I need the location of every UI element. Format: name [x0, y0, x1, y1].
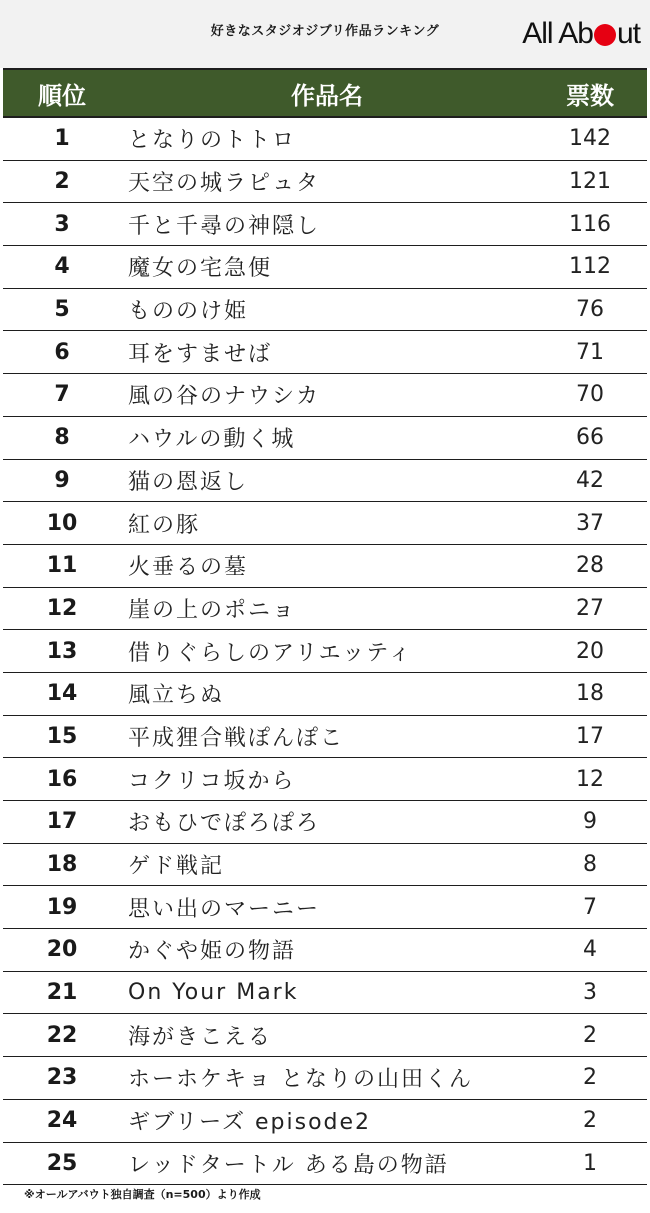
title-cell: ハウルの動く城	[121, 416, 533, 459]
votes-cell: 121	[533, 160, 647, 203]
table-row	[3, 246, 647, 289]
logo-text-right: ut	[616, 17, 640, 50]
title-cell: 猫の恩返し	[121, 459, 533, 502]
rank-cell: 12	[3, 587, 121, 630]
votes-cell: 2	[533, 1014, 647, 1057]
rank-cell: 1	[3, 117, 121, 160]
rank-cell: 3	[3, 203, 121, 246]
title-cell: 紅の豚	[121, 502, 533, 545]
table-row	[3, 1142, 647, 1185]
rank-cell: 13	[3, 630, 121, 673]
ranking-body	[3, 117, 647, 1185]
title-cell: もののけ姫	[121, 288, 533, 331]
page-title: 好きなスタジオジブリ作品ランキング	[210, 24, 440, 39]
rank-cell: 6	[3, 331, 121, 374]
votes-cell: 27	[533, 587, 647, 630]
title-cell: 崖の上のポニョ	[121, 587, 533, 630]
title-cell: 千と千尋の神隠し	[121, 203, 533, 246]
table-row	[3, 160, 647, 203]
table-row	[3, 1014, 647, 1057]
table-row	[3, 1099, 647, 1142]
rank-cell: 2	[3, 160, 121, 203]
votes-cell: 71	[533, 331, 647, 374]
votes-cell: 142	[533, 117, 647, 160]
rank-cell: 15	[3, 715, 121, 758]
rank-cell: 25	[3, 1142, 121, 1185]
table-row	[3, 587, 647, 630]
table-row	[3, 416, 647, 459]
rank-cell: 19	[3, 886, 121, 929]
rank-cell: 17	[3, 801, 121, 844]
title-cell: On Your Mark	[121, 971, 533, 1014]
title-cell: かぐや姫の物語	[121, 929, 533, 972]
title-cell: 耳をすませば	[121, 331, 533, 374]
title-cell: おもひでぽろぽろ	[121, 801, 533, 844]
rank-cell: 8	[3, 416, 121, 459]
footnote: ※オールアバウト独自調査（n=500）より作成	[24, 1188, 261, 1201]
title-cell: 借りぐらしのアリエッティ	[121, 630, 533, 673]
table-row	[3, 971, 647, 1014]
table-row	[3, 1057, 647, 1100]
rank-cell: 22	[3, 1014, 121, 1057]
votes-cell: 28	[533, 544, 647, 587]
rank-cell: 21	[3, 971, 121, 1014]
votes-cell: 9	[533, 801, 647, 844]
title-cell: ゲド戦記	[121, 843, 533, 886]
table-row	[3, 502, 647, 545]
votes-cell: 20	[533, 630, 647, 673]
table-row	[3, 843, 647, 886]
title-cell: ギブリーズ episode2	[121, 1099, 533, 1142]
table-row	[3, 331, 647, 374]
rank-cell: 4	[3, 246, 121, 289]
table-row	[3, 459, 647, 502]
votes-cell: 8	[533, 843, 647, 886]
table-row	[3, 672, 647, 715]
table-row	[3, 203, 647, 246]
allabout-logo	[522, 14, 640, 54]
title-cell: レッドタートル ある島の物語	[121, 1142, 533, 1185]
column-header-rank: 順位	[3, 69, 121, 117]
votes-cell: 12	[533, 758, 647, 801]
table-row	[3, 630, 647, 673]
rank-cell: 14	[3, 672, 121, 715]
votes-cell: 76	[533, 288, 647, 331]
logo-text-left: All Ab	[522, 17, 593, 50]
votes-cell: 37	[533, 502, 647, 545]
title-cell: 海がきこえる	[121, 1014, 533, 1057]
votes-cell: 70	[533, 374, 647, 417]
votes-cell: 17	[533, 715, 647, 758]
votes-cell: 2	[533, 1099, 647, 1142]
votes-cell: 42	[533, 459, 647, 502]
table-row	[3, 544, 647, 587]
title-cell: コクリコ坂から	[121, 758, 533, 801]
ranking-table	[3, 68, 647, 1185]
table-row	[3, 801, 647, 844]
title-cell: 火垂るの墓	[121, 544, 533, 587]
votes-cell: 4	[533, 929, 647, 972]
rank-cell: 9	[3, 459, 121, 502]
title-cell: 天空の城ラピュタ	[121, 160, 533, 203]
table-row	[3, 288, 647, 331]
rank-cell: 18	[3, 843, 121, 886]
votes-cell: 7	[533, 886, 647, 929]
table-row	[3, 117, 647, 160]
rank-cell: 7	[3, 374, 121, 417]
rank-cell: 5	[3, 288, 121, 331]
rank-cell: 10	[3, 502, 121, 545]
title-cell: 風立ちぬ	[121, 672, 533, 715]
votes-cell: 112	[533, 246, 647, 289]
title-cell: ホーホケキョ となりの山田くん	[121, 1057, 533, 1100]
votes-cell: 18	[533, 672, 647, 715]
votes-cell: 2	[533, 1057, 647, 1100]
votes-cell: 116	[533, 203, 647, 246]
table-row	[3, 929, 647, 972]
rank-cell: 20	[3, 929, 121, 972]
title-cell: 魔女の宅急便	[121, 246, 533, 289]
table-row	[3, 374, 647, 417]
column-header-votes: 票数	[533, 69, 647, 117]
table-row	[3, 715, 647, 758]
title-cell: 思い出のマーニー	[121, 886, 533, 929]
title-cell: となりのトトロ	[121, 117, 533, 160]
column-header-title: 作品名	[121, 69, 533, 117]
title-cell: 平成狸合戦ぽんぽこ	[121, 715, 533, 758]
votes-cell: 3	[533, 971, 647, 1014]
rank-cell: 16	[3, 758, 121, 801]
table-header-row	[3, 69, 647, 117]
table-row	[3, 758, 647, 801]
title-cell: 風の谷のナウシカ	[121, 374, 533, 417]
logo-dot-icon	[594, 24, 616, 46]
rank-cell: 23	[3, 1057, 121, 1100]
table-row	[3, 886, 647, 929]
rank-cell: 11	[3, 544, 121, 587]
votes-cell: 66	[533, 416, 647, 459]
votes-cell: 1	[533, 1142, 647, 1185]
rank-cell: 24	[3, 1099, 121, 1142]
